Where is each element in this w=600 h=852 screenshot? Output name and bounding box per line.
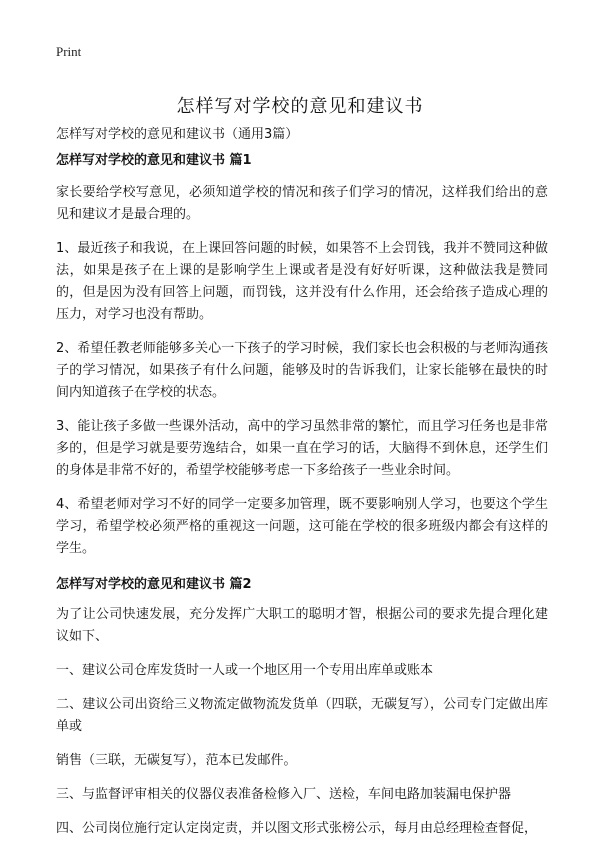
page-title: 怎样写对学校的意见和建议书 <box>176 96 424 118</box>
paragraph: 1、最近孩子和我说，在上课回答问题的时候，如果答不上会罚钱，我并不赞同这种做法，如果是孩子在上课的是影响学生上课或者是没有好好听课，这种做法我是赞同的，但是因为没有回答上问题，而罚钱，这并没有什么作用，还会给孩子造成心理的压力，对学习也没有帮助。 <box>56 241 548 322</box>
document-subtitle: 怎样写对学校的意见和建议书（通用3篇） <box>56 127 299 142</box>
section-heading-1: 怎样写对学校的意见和建议书 篇1 <box>56 153 252 168</box>
section-heading-2: 怎样写对学校的意见和建议书 篇2 <box>56 577 252 592</box>
paragraph: 三、与监督评审相关的仪器仪表准备检修入厂、送检，车间电路加装漏电保护器 <box>56 787 512 802</box>
paragraph: 为了让公司快速发展，充分发挥广大职工的聪明才智，根据公司的要求先提合理化建议如下、 <box>56 607 548 644</box>
paragraph: 2、希望任教老师能够多关心一下孩子的学习时候，我们家长也会积极的与老师沟通孩子的学习情况，如果孩子有什么问题，能够及时的告诉我们，让家长能够在最快的时间内知道孩子在学校的状态。 <box>56 341 548 400</box>
paragraph: 销售（三联，无碳复写），范本已发邮件。 <box>56 753 297 768</box>
paragraph: 四、公司岗位施行定认定岗定责，并以图文形式张榜公示，每月由总经理检查督促， <box>56 821 538 836</box>
paragraph: 4、希望老师对学习不好的同学一定要多加管理，既不要影响别人学习，也要这个学生学习，希望学校必须严格的重视这一问题，这可能在学校的很多班级内都会有这样的学生。 <box>56 497 548 556</box>
paragraph: 家长要给学校写意见，必须知道学校的情况和孩子们学习的情况，这样我们给出的意见和建议才是最合理的。 <box>56 185 548 222</box>
paragraph: 二、建议公司出资给三义物流定做物流发货单（四联，无碳复写），公司专门定做出库单或 <box>56 697 548 734</box>
paragraph: 3、能让孩子多做一些课外活动，高中的学习虽然非常的繁忙，而且学习任务也是非常多的，但是学习就是要劳逸结合，如果一直在学习的话，大脑得不到休息，还学生们的身体是非常不好的，希望学校能够考虑一下多给孩子一些业余时间。 <box>56 419 548 478</box>
document-body <box>56 148 548 852</box>
paragraph: 一、建议公司仓库发货时一人或一个地区用一个专用出库单或账本 <box>56 663 434 678</box>
print-link[interactable]: Print <box>56 44 82 59</box>
